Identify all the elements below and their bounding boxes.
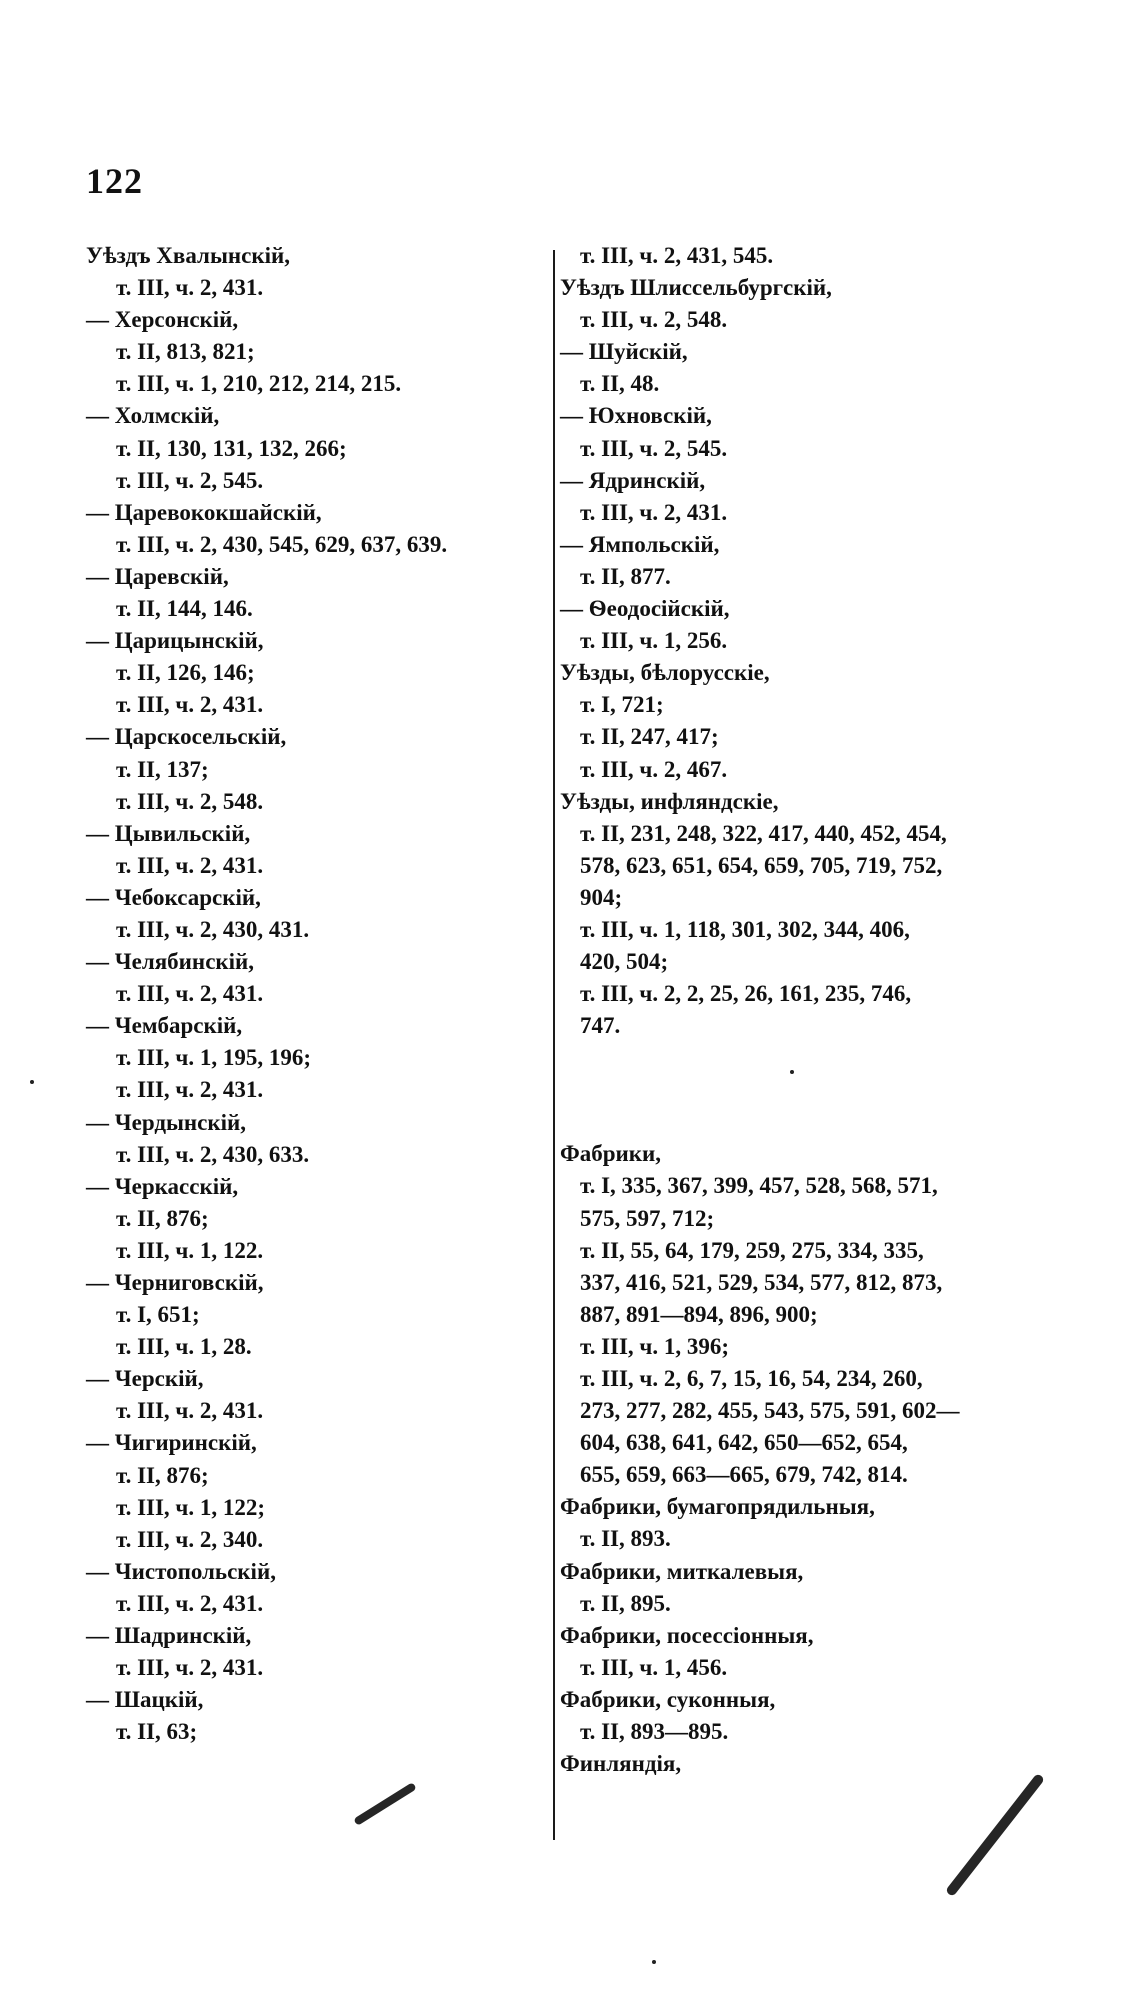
left-entry-line: т. II, 144, 146. (116, 596, 253, 622)
right-entry-line: 747. (580, 1013, 621, 1039)
left-entry-line: т. III, ч. 1, 122; (116, 1494, 266, 1520)
right-entry-line: 904; (580, 884, 623, 910)
left-entry-line: т. II, 63; (116, 1719, 198, 1745)
left-entry-line: т. II, 137; (116, 756, 209, 782)
right-entry-line (560, 1042, 1080, 1138)
right-entry-line: Фабрики, суконныя, (560, 1686, 776, 1712)
right-entry-line: т. III, ч. 2, 2, 25, 26, 161, 235, 746, (580, 981, 912, 1007)
scan-speck (790, 1070, 794, 1074)
right-entry-line: т. III, ч. 2, 431, 545. (580, 243, 774, 268)
right-entry-line: т. I, 335, 367, 399, 457, 528, 568, 571, (580, 1173, 938, 1199)
right-entry-line: Фабрики, посессіонныя, (560, 1622, 814, 1648)
left-entry-line: т. I, 651; (116, 1302, 200, 1328)
left-entry-line: т. III, ч. 2, 431. (116, 1655, 264, 1681)
right-entry-line: т. III, ч. 1, 118, 301, 302, 344, 406, (580, 916, 910, 942)
left-entry-line: — Царевскій, (86, 563, 229, 589)
right-entry-line: т. II, 231, 248, 322, 417, 440, 452, 454, (580, 820, 947, 846)
scan-speck (652, 1960, 656, 1964)
page-number: 122 (86, 161, 143, 201)
left-entry-line: т. III, ч. 2, 431. (116, 1077, 264, 1103)
scan-smudge-right (945, 1773, 1045, 1897)
left-entry-line: т. III, ч. 2, 430, 633. (116, 1141, 310, 1167)
right-entry-line: 273, 277, 282, 455, 543, 575, 591, 602— (580, 1398, 960, 1424)
left-entry-line: т. III, ч. 2, 431. (116, 1398, 264, 1424)
column-divider (553, 250, 555, 1840)
left-entry-line: т. II, 130, 131, 132, 266; (116, 435, 347, 461)
left-entry-line: — Чистопольскій, (86, 1558, 276, 1584)
left-entry-line: — Чембарскій, (86, 1013, 243, 1039)
right-entry-line: Уѣздъ Шлиссельбургскій, (560, 275, 832, 301)
left-entry-line: — Челябинскій, (86, 949, 255, 975)
right-entry-line: Уѣзды, инфляндскіе, (560, 788, 779, 814)
right-entry-line: т. II, 877. (580, 563, 671, 589)
left-entry-line: — Шадринскій, (86, 1623, 252, 1649)
right-entry-line: 655, 659, 663—665, 679, 742, 814. (580, 1462, 908, 1488)
right-entry-line: — Ямпольскій, (560, 531, 720, 557)
right-entry-line: Фабрики, миткалевыя, (560, 1558, 804, 1584)
left-entry-line: т. II, 876; (116, 1462, 209, 1488)
left-entry-line: — Чердынскій, (86, 1109, 247, 1135)
right-entry-line: Финляндія, (560, 1751, 682, 1777)
left-entry-line: — Черкасскій, (86, 1173, 239, 1199)
right-entry-line: 337, 416, 521, 529, 534, 577, 812, 873, (580, 1269, 943, 1295)
right-entry-line: т. III, ч. 2, 545. (580, 435, 728, 461)
left-entry-line: т. III, ч. 2, 545. (116, 467, 264, 493)
left-entry-line: т. III, ч. 2, 430, 545, 629, 637, 639. (116, 531, 448, 557)
left-entry-line: т. II, 126, 146; (116, 660, 255, 686)
left-entry-line: т. III, ч. 2, 548. (116, 788, 264, 814)
left-entry-line: — Черниговскій, (86, 1270, 264, 1295)
left-entry-line: — Черскій, (86, 1366, 204, 1392)
right-entry-line: т. II, 893. (580, 1526, 671, 1552)
left-entry-line: т. III, ч. 1, 28. (116, 1334, 252, 1360)
right-entry-line: т. II, 55, 64, 179, 259, 275, 334, 335, (580, 1237, 924, 1263)
left-entry-line: т. III, ч. 1, 122. (116, 1237, 264, 1263)
right-entry-line: Фабрики, (560, 1141, 662, 1167)
right-entry-line: 420, 504; (580, 949, 669, 975)
right-entry-line: т. III, ч. 1, 256. (580, 628, 728, 654)
left-entry-line: т. III, ч. 1, 195, 196; (116, 1045, 312, 1071)
right-entry-line: т. III, ч. 2, 6, 7, 15, 16, 54, 234, 260, (580, 1366, 923, 1391)
left-entry-line: т. III, ч. 1, 210, 212, 214, 215. (116, 371, 402, 397)
left-entry-line: — Херсонскій, (86, 307, 239, 333)
right-entry-line: т. II, 247, 417; (580, 724, 719, 750)
right-entry-line: т. III, ч. 2, 548. (580, 307, 728, 333)
left-entry-line: т. III, ч. 2, 340. (116, 1526, 264, 1552)
left-entry-line: т. III, ч. 2, 431. (116, 275, 264, 301)
right-entry-line: Фабрики, бумагопрядильныя, (560, 1494, 875, 1520)
left-entry-line: — Царицынскій, (86, 628, 264, 654)
right-entry-line: т. II, 895. (580, 1590, 671, 1616)
left-entry-line: т. III, ч. 2, 431. (116, 981, 264, 1007)
left-entry-line: — Цывильскій, (86, 820, 251, 846)
left-entry-line: т. III, ч. 2, 430, 431. (116, 916, 310, 942)
right-entry-line: 578, 623, 651, 654, 659, 705, 719, 752, (580, 852, 943, 878)
right-entry-line: 604, 638, 641, 642, 650—652, 654, (580, 1430, 908, 1456)
left-entry-line: т. III, ч. 2, 431. (116, 1590, 264, 1616)
left-entry-line: — Холмскій, (86, 403, 220, 429)
left-column (86, 240, 556, 1748)
right-entry-line: т. III, ч. 1, 456. (580, 1654, 728, 1680)
right-entry-line: Уѣзды, бѣлорусскіе, (560, 660, 770, 686)
right-entry-line: — Шуйскій, (560, 339, 688, 365)
left-entry-line: Уѣздъ Хвалынскій, (86, 243, 291, 268)
left-entry-line: т. II, 813, 821; (116, 339, 255, 365)
right-entry-line: т. III, ч. 1, 396; (580, 1333, 730, 1359)
left-entry-line: — Чебоксарскій, (86, 884, 261, 910)
right-entry-line: т. II, 893—895. (580, 1719, 729, 1745)
right-entry-line: 575, 597, 712; (580, 1205, 715, 1231)
right-entry-line: т. II, 48. (580, 371, 660, 397)
left-entry-line: — Царскосельскій, (86, 724, 287, 750)
left-entry-line: — Шацкій, (86, 1687, 204, 1713)
right-entry-line: — Юхновскій, (560, 403, 712, 429)
scan-smudge-left (353, 1782, 417, 1826)
scan-speck (30, 1080, 34, 1084)
right-column (560, 240, 1080, 1780)
left-entry-line: — Царевококшайскій, (86, 499, 322, 525)
right-entry-line: 887, 891—894, 896, 900; (580, 1301, 818, 1327)
left-entry-line: т. III, ч. 2, 431. (116, 852, 264, 878)
right-entry-line: т. III, ч. 2, 431. (580, 499, 728, 525)
left-entry-line: т. III, ч. 2, 431. (116, 692, 264, 718)
left-entry-line: т. II, 876; (116, 1205, 209, 1231)
right-entry-line: — Ядринскій, (560, 467, 706, 493)
left-entry-line: — Чигиринскій, (86, 1430, 257, 1456)
right-entry-line: — Ѳеодосійскій, (560, 596, 730, 622)
right-entry-line: т. III, ч. 2, 467. (580, 756, 728, 782)
right-entry-line: т. I, 721; (580, 692, 664, 718)
